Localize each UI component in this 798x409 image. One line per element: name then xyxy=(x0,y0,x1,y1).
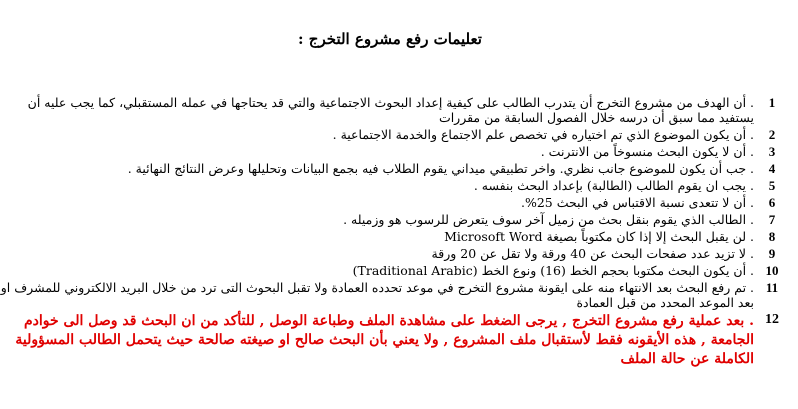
item-text: . أن لا تتعدى نسبة الاقتباس في البحث 25%. xyxy=(520,195,754,210)
item-number: 6 xyxy=(768,195,776,210)
item-number: 5 xyxy=(768,178,776,193)
list-item-4 xyxy=(0,161,786,176)
page-title: تعليمات رفع مشروع التخرج : xyxy=(298,30,482,48)
list-item-9 xyxy=(0,246,786,261)
list-item-2 xyxy=(0,127,786,142)
instructions-list xyxy=(0,95,786,371)
item-text: . الطالب الذي يقوم بنقل بحث من زميل آخر سوف يتعرض للرسوب هو وزميله . xyxy=(343,212,754,227)
list-item-12-highlighted xyxy=(0,312,786,369)
item-number: 12 xyxy=(765,312,779,327)
list-item-5 xyxy=(0,178,786,193)
list-item-3 xyxy=(0,144,786,159)
item-text: . تم رفع البحث بعد الانتهاء منه على ايقونة مشروع التخرج في موعد تحدده العمادة ولا تقبل البحوث التى ترد من خلال البريد الالكتروني للمشرف او بعد الموعد المحدد من قبل العمادة xyxy=(0,280,754,310)
item-text: . أن الهدف من مشروع التخرج أن يتدرب الطالب على كيفية إعداد البحوث الاجتماعية والتي قد يحتاجها في عمله المستقبلي، كما يجب عليه أن يستفيد مما سبق أن درسه خلال الفصول السابقة من مقررات xyxy=(27,95,754,125)
list-item-8 xyxy=(0,229,786,244)
item-number: 8 xyxy=(768,229,776,244)
list-item-1 xyxy=(0,95,786,125)
item-number: 3 xyxy=(768,144,776,159)
list-item-7 xyxy=(0,212,786,227)
item-number: 7 xyxy=(768,212,776,227)
item-number: 10 xyxy=(765,263,779,278)
list-item-11 xyxy=(0,280,786,310)
item-text: . جب أن يكون للموضوع جانب نظري. واخر تطبيقي ميداني يقوم الطلاب فيه بجمع البيانات وتحليلها وعرض النتائج النهائية . xyxy=(127,161,754,176)
item-text: . لا تزيد عدد صفحات البحث عن 40 ورقة ولا تقل عن 20 ورقة xyxy=(431,246,754,261)
item-text: . لن يقبل البحث إلا إذا كان مكتوباً بصيغة Microsoft Word xyxy=(444,229,754,244)
item-number: 4 xyxy=(768,161,776,176)
list-item-10 xyxy=(0,263,786,278)
item-text: . يجب ان يقوم الطالب (الطالبة) بإعداد البحث بنفسه . xyxy=(473,178,754,193)
item-text: . بعد عملية رفع مشروع التخرج , يرجى الضغط على مشاهدة الملف وطباعة الوصل , للتأكد من ان البحث قد وصل الى خوادم الجامعة , هذه الأيقونه فقط لأستقبال ملف المشروع , ولا يعني بأن البحث صالح او صيغته صالحة حيث يتحمل الطالب المسؤولية الكاملة عن حالة الملف xyxy=(15,313,754,367)
item-text: . أن لا يكون البحث منسوخاً من الانترنت . xyxy=(540,144,754,159)
item-number: 1 xyxy=(768,95,776,110)
item-number: 9 xyxy=(768,246,776,261)
item-number: 11 xyxy=(765,280,779,295)
item-number: 2 xyxy=(768,127,776,142)
item-text: . أن يكون الموضوع الذي تم اختياره في تخصص علم الاجتماع والخدمة الاجتماعية . xyxy=(332,127,754,142)
list-item-6 xyxy=(0,195,786,210)
item-text: . أن يكون البحث مكتوبا بحجم الخط (16) ونوع الخط (Traditional Arabic) xyxy=(352,263,754,278)
